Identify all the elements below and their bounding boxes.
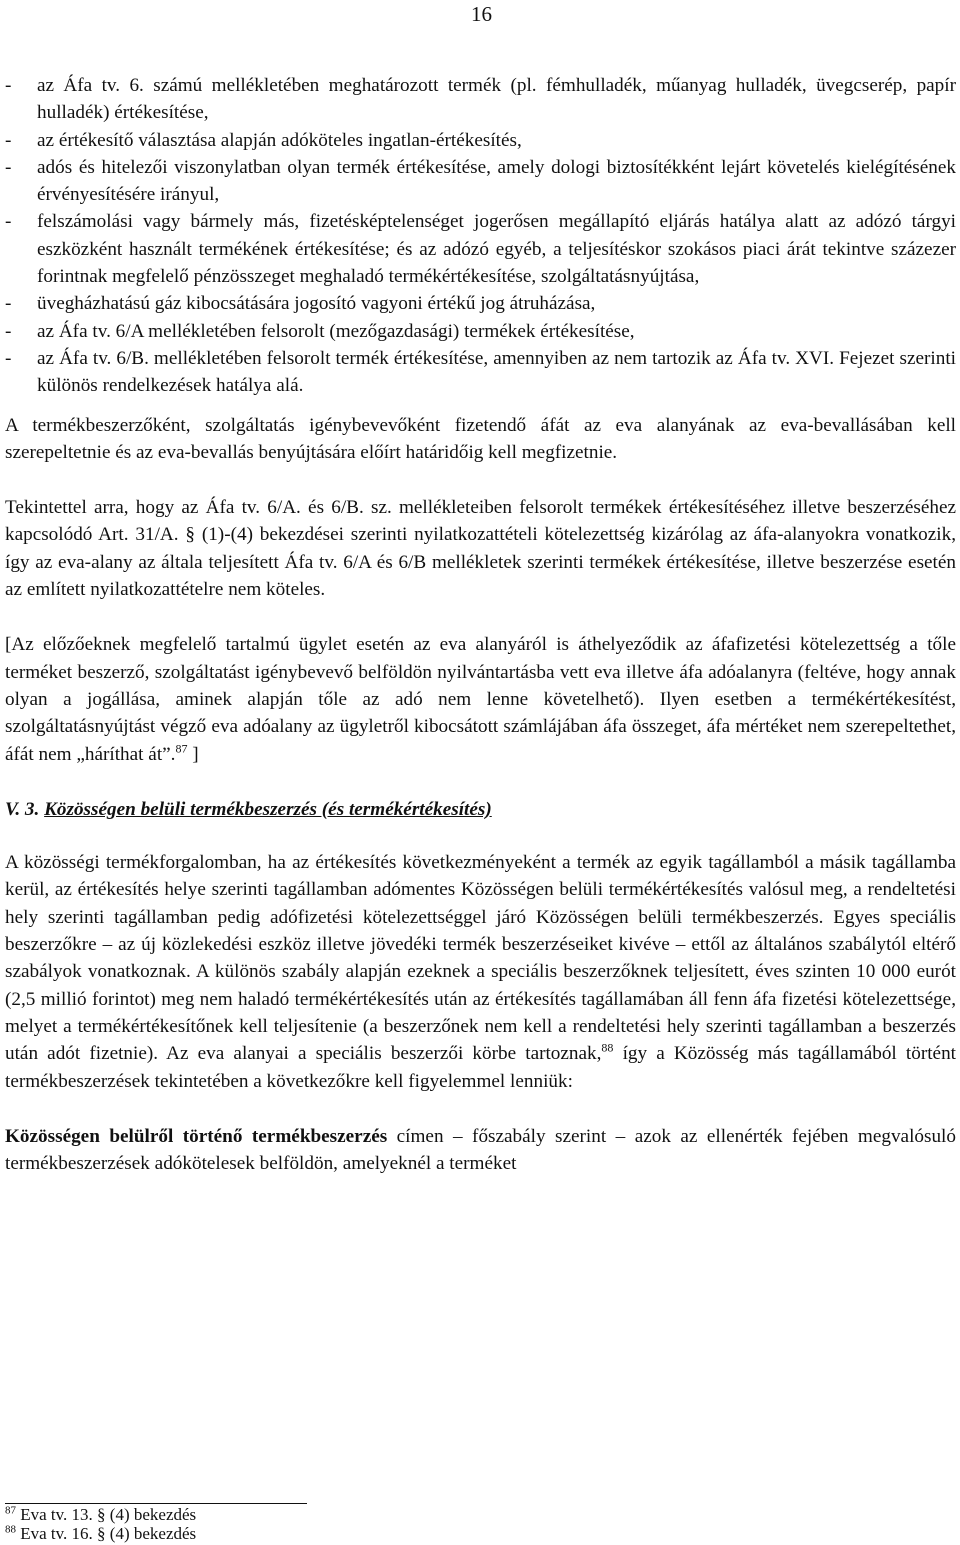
footnote xyxy=(5,1505,196,1524)
paragraph-text: címen – főszabály szerint – azok az ellenérték fejében megvalósuló termékbeszerzések adókötelesek belföldön, amelyeknél a terméket xyxy=(5,1125,956,1175)
list-item-text: felszámolási vagy bármely más, fizetésképtelenséget jogerősen megállapító eljárás hatálya alatt az adózó tárgyi eszközként használt termékének értékesítése; és az adózó egyéb, a teljesítéskor szokásos piaci árát tekintve százezer forintnak megfelelő pénzösszeget meghaladó termékértékesítése, szolgáltatásnyújtása, xyxy=(37,211,956,288)
section-title: Közösségen belüli termékbeszerzés (és termékértékesítés) xyxy=(44,798,492,820)
paragraph-declaration-obligation: Tekintettel arra, hogy az Áfa tv. 6/A. és 6/B. sz. mellékleteiben felsorolt termékek értékesítéséhez illetve beszerzéséhez kapcsolódó Art. 31/A. § (1)-(4) bekezdései szerinti nyilatkozattételi kötelezettség kizárólag az áfa-alanyokra vonatkozik, így az eva-alany az általa teljesített Áfa tv. 6/A és 6/B mellékletek szerinti termékek értékesítése, illetve beszerzése esetén az említett nyilatkozattételre nem köteles. xyxy=(5,497,956,601)
bullet-dash: - xyxy=(5,347,12,369)
list-item-text: üvegházhatású gáz kibocsátására jogosító vagyoni értékű jog átruházása, xyxy=(37,293,596,315)
page-number: 16 xyxy=(471,2,492,26)
list-item xyxy=(5,318,956,345)
footnote-text: Eva tv. 13. § (4) bekezdés xyxy=(20,1505,197,1524)
list-item-text: adós és hitelezői viszonylatban olyan termék értékesítése, amely dologi biztosítékként lejárt követelés kielégítésének érvényesítésére irányul, xyxy=(37,156,956,206)
list-item-text: az értékesítő választása alapján adóköteles ingatlan-értékesítés, xyxy=(37,129,522,151)
list-item xyxy=(5,72,956,127)
paragraph-community-trade xyxy=(5,849,956,1095)
list-item-text: az Áfa tv. 6/A mellékletében felsorolt (mezőgazdasági) termékek értékesítése, xyxy=(37,320,635,342)
list-item xyxy=(5,154,956,209)
list-item-text: az Áfa tv. 6. számú mellékletében meghatározott termék (pl. fémhulladék, műanyag hulladék, üvegcserép, papír hulladék) értékesítése, xyxy=(37,75,956,124)
list-item xyxy=(5,208,956,290)
paragraph-eva-declaration: A termékbeszerzőként, szolgáltatás igénybevevőként fizetendő áfát az eva alanyának az eva-bevallásában kell szerepeltetnie és az eva-bevallás benyújtására előírt határidőig kell megfizetnie. xyxy=(5,414,956,463)
bullet-dash: - xyxy=(5,75,12,96)
list-item xyxy=(5,290,956,317)
section-heading xyxy=(5,796,956,823)
bullet-dash: - xyxy=(5,293,12,315)
footnotes xyxy=(5,1505,196,1543)
paragraph-intra-community-acquisition xyxy=(5,1123,956,1178)
section-number: V. 3. xyxy=(5,798,40,820)
bullet-dash: - xyxy=(5,129,12,151)
footnote-text: Eva tv. 16. § (4) bekezdés xyxy=(20,1524,197,1543)
footnote-reference[interactable]: 88 xyxy=(601,1040,614,1055)
footnote-number: 87 xyxy=(5,1504,16,1517)
paragraph-end: ] xyxy=(187,743,199,765)
list-item-text: az Áfa tv. 6/B. mellékletében felsorolt termék értékesítése, amennyiben az nem tartozik az Áfa tv. XVI. Fejezet szerinti különös rendelkezések hatálya alá. xyxy=(37,347,956,397)
list-item xyxy=(5,345,956,400)
paragraph-end: így a Közösség más tagállamából történt termékbeszerzések tekintetében a következőkre kell figyelemmel lenniük: xyxy=(5,1043,956,1092)
bullet-dash: - xyxy=(5,320,12,342)
bullet-dash: - xyxy=(5,156,12,178)
bullet-list xyxy=(5,72,956,400)
bold-term: Közösségen belülről történő termékbeszerzés xyxy=(5,1125,388,1147)
paragraph-tax-shift xyxy=(5,631,956,767)
page-content xyxy=(5,72,956,1205)
footnote-number: 88 xyxy=(5,1523,16,1536)
footnote-reference[interactable]: 87 xyxy=(175,741,188,756)
bullet-dash: - xyxy=(5,211,12,233)
paragraph-text: A közösségi termékforgalomban, ha az értékesítés következményeként a termék az egyik tagállamból a másik tagállamba kerül, az értékesítés helye szerinti tagállamban adómentes Közösségen belüli termékértékesítés valósul meg, a rendeltetési hely szerinti tagállamban pedig adófizetési kötelezettséggel járó Közösségen belüli termékbeszerzés. Egyes speciális beszerzőkre – az új közlekedési eszköz illetve jövedéki termék beszerzéseiket kivéve – ettől az általános szabálytól eltérő szabályok vonatkoznak. A különös szabály alapján ezeknek a speciális beszerzőknek teljesített, éves szinten 10 000 eurót (2,5 millió forintot) meg nem haladó termékértékesítés után az értékesítés tagállamában áll fenn áfa fizetési kötelezettsége, melyet a termékértékesítőnek kell teljesítenie (a beszerzőnek nem kell a rendeltetési hely szerinti tagállamban a beszerzés után adót fizetnie). Az eva alanyai a speciális beszerzői körbe tartoznak, xyxy=(5,852,956,1065)
footnote-divider xyxy=(5,1503,307,1504)
footnote xyxy=(5,1524,196,1543)
paragraph-text: [Az előzőeknek megfelelő tartalmú ügylet esetén az eva alanyáról is áthelyeződik az áfafizetési kötelezettség a tőle terméket beszerző, szolgáltatást igénybevevő belföldön nyilvántartásba vett eva illetve áfa adóalanyra (feltéve, hogy annak olyan a jogállása, aminek alapján tőle az adó nem lenne követelhető). Ilyen esetben a termékértékesítést, szolgáltatásnyújtást végző eva adóalany az ügyletről kibocsátott számlájában áfa összeget, áfa mértéket nem szerepeltethet, áfát nem „háríthat át”. xyxy=(5,634,956,765)
list-item xyxy=(5,127,956,154)
